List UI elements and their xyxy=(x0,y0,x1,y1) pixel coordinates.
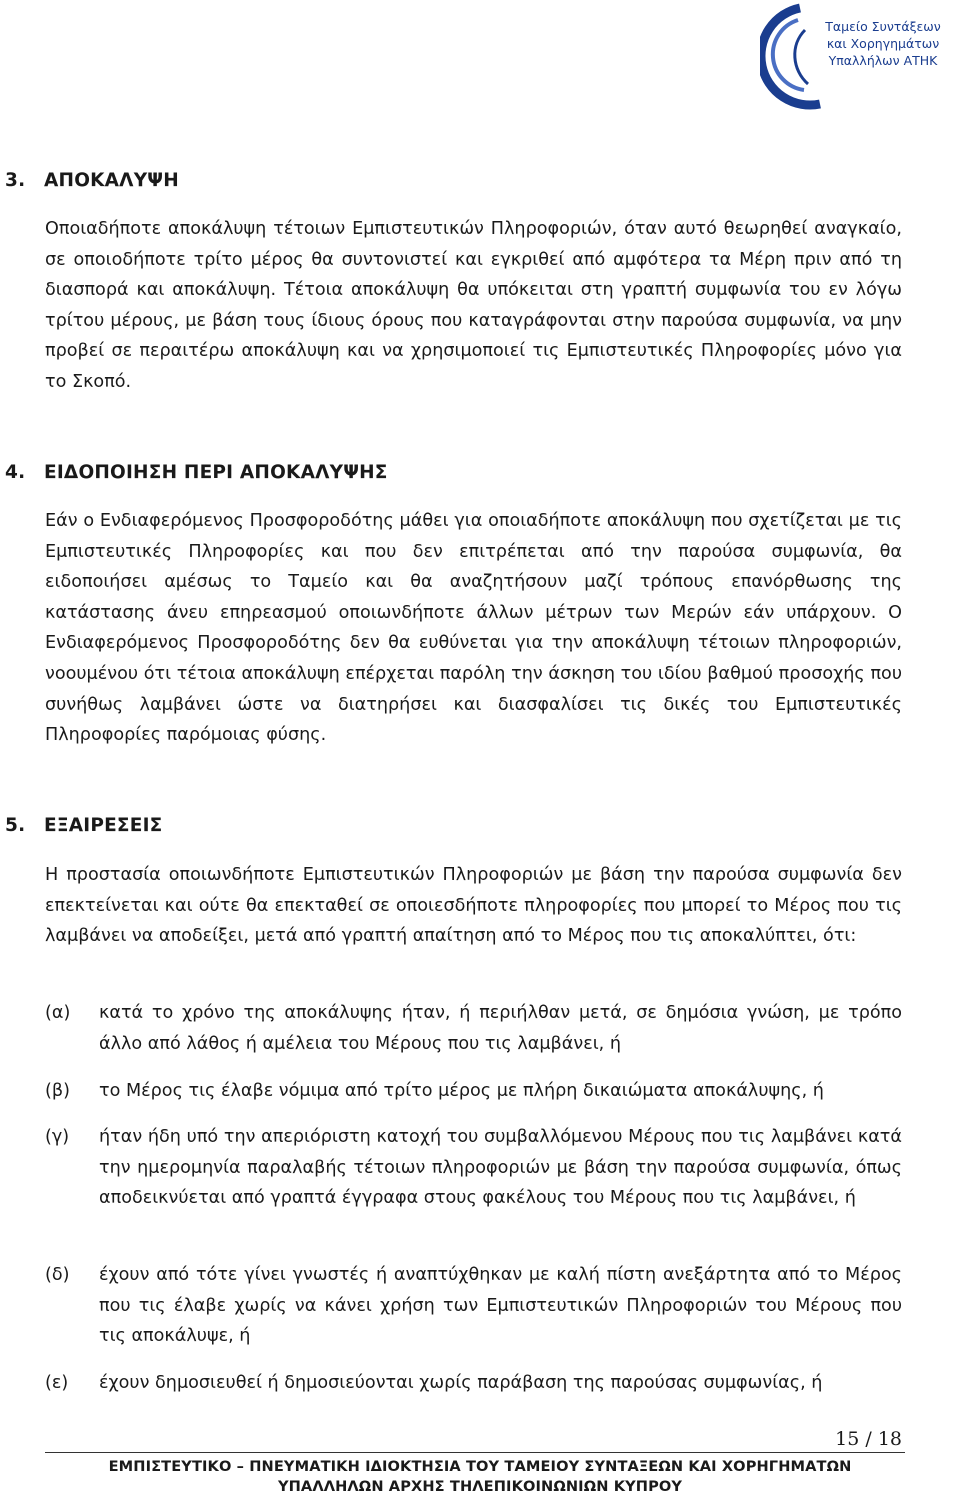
section-number: 5. xyxy=(5,815,26,836)
list-item-label: (δ) xyxy=(45,1265,70,1285)
footer-divider xyxy=(45,1452,905,1453)
footer-line-1: ΕΜΠΙΣΤΕΥΤΙΚΟ – ΠΝΕΥΜΑΤΙΚΗ ΙΔΙΟΚΤΗΣΙΑ ΤΟΥ ΤΑΜΕΙΟΥ ΣΥΝΤΑΞΕΩΝ ΚΑΙ ΧΟΡΗΓΗΜΑΤΩΝ xyxy=(108,1458,852,1475)
list-item-text: κατά το χρόνο της αποκάλυψης ήταν, ή περιήλθαν μετά, σε δημόσια γνώση, με τρόπο άλλο από λάθος ή αμέλεια του Μέρους που τις λαμβάνει, ή xyxy=(99,1003,902,1054)
list-item-text: έχουν δημοσιευθεί ή δημοσιεύονται χωρίς παράβαση της παρούσας συμφωνίας, ή xyxy=(99,1373,823,1393)
page-number: 15 / 18 xyxy=(835,1428,902,1450)
list-item-text: ήταν ήδη υπό την απεριόριστη κατοχή του συμβαλλόμενου Μέρους που τις λαμβάνει κατά την ημερομηνία παραλαβής τέτοιων πληροφοριών με βάση την παρούσα συμφωνία, όπως αποδεικνύεται από γραπτά έγγραφα στους φακέλους του Μέρους που τις λαμβάνει, ή xyxy=(99,1127,902,1209)
footer-line-2: ΥΠΑΛΛΗΛΩΝ ΑΡΧΗΣ ΤΗΛΕΠΙΚΟΙΝΩΝΙΩΝ ΚΥΠΡΟΥ xyxy=(277,1478,683,1495)
section-3-heading xyxy=(5,170,179,191)
section-title: ΕΙΔΟΠΟΙΗΣΗ ΠΕΡΙ ΑΠΟΚΑΛΥΨΗΣ xyxy=(44,462,388,483)
section-4-paragraph: Εάν ο Ενδιαφερόμενος Προσφοροδότης μάθει για οποιαδήποτε αποκάλυψη που σχετίζεται με τις Εμπιστευτικές Πληροφορίες και που δεν επιτρέπεται από την παρούσα συμφωνία, θα ειδοποιήσει αμέσως το Ταμείο και θα αναζητήσουν μαζί τρόπους επανόρθωσης της κατάστασης άνευ επηρεασμού οποιωνδήποτε άλλων μέτρων των Μερών εάν υπάρχουν. Ο Ενδιαφερόμενος Προσφοροδότης δεν θα ευθύνεται για την αποκάλυψη τέτοιων πληροφοριών, νοουμένου ότι τέτοια αποκάλυψη επέρχεται παρόλη την άσκηση του ιδίου βαθμού προσοχής που συνήθως λαμβάνει ώστε να διατηρήσει και διασφαλίσει τις δικές του Εμπιστευτικές Πληροφορίες παρόμοιας φύσης. xyxy=(45,511,902,746)
section-number: 3. xyxy=(5,170,26,191)
section-4-heading xyxy=(5,462,388,483)
section-title: ΑΠΟΚΑΛΥΨΗ xyxy=(44,170,179,191)
section-title: ΕΞΑΙΡΕΣΕΙΣ xyxy=(44,815,163,836)
section-5-paragraph: Η προστασία οποιωνδήποτε Εμπιστευτικών Πληροφοριών με βάση την παρούσα συμφωνία δεν επεκτείνεται και ούτε θα επεκταθεί σε οποιεσδήποτε πληροφορίες που μπορεί το Μέρος που τις λαμβάνει να αποδείξει, μετά από γραπτή απαίτηση από το Μέρος που τις αποκαλύπτει, ότι: xyxy=(45,865,902,947)
list-item-text: έχουν από τότε γίνει γνωστές ή αναπτύχθηκαν με καλή πίστη ανεξάρτητα από το Μέρος που τις έλαβε χωρίς να κάνει χρήση των Εμπιστευτικών Πληροφοριών του Μέρους που τις αποκάλυψε, ή xyxy=(99,1265,902,1347)
logo-line-2: και Χορηγημάτων xyxy=(826,36,940,51)
list-item-label: (γ) xyxy=(45,1127,70,1147)
fund-logo xyxy=(760,0,960,110)
logo-text xyxy=(808,18,958,69)
list-item-text: το Μέρος τις έλαβε νόμιμα από τρίτο μέρος με πλήρη δικαιώματα αποκάλυψης, ή xyxy=(99,1081,824,1101)
section-5-heading xyxy=(5,815,163,836)
logo-line-3: Υπαλλήλων ΑΤΗΚ xyxy=(828,53,938,68)
section-number: 4. xyxy=(5,462,26,483)
section-3-paragraph: Οποιαδήποτε αποκάλυψη τέτοιων Εμπιστευτικών Πληροφοριών, όταν αυτό θεωρηθεί αναγκαίο, σε οποιοδήποτε τρίτο μέρος θα συντονιστεί και εγκριθεί από αμφότερα τα Μέρη πριν από τη διασπορά και αποκάλυψη. Τέτοια αποκάλυψη θα υπόκειται στη γραπτή συμφωνία του εν λόγω τρίτου μέρους, με βάση τους ίδιους όρους που καταγράφονται στην παρούσα συμφωνία, να μην προβεί σε περαιτέρω αποκάλυψη και να χρησιμοποιεί τις Εμπιστευτικές Πληροφορίες μόνο για το Σκοπό. xyxy=(45,219,902,392)
logo-line-1: Ταμείο Συντάξεων xyxy=(825,19,941,34)
list-item-label: (α) xyxy=(45,1003,71,1023)
list-item-label: (ε) xyxy=(45,1373,69,1393)
list-item-label: (β) xyxy=(45,1081,70,1101)
